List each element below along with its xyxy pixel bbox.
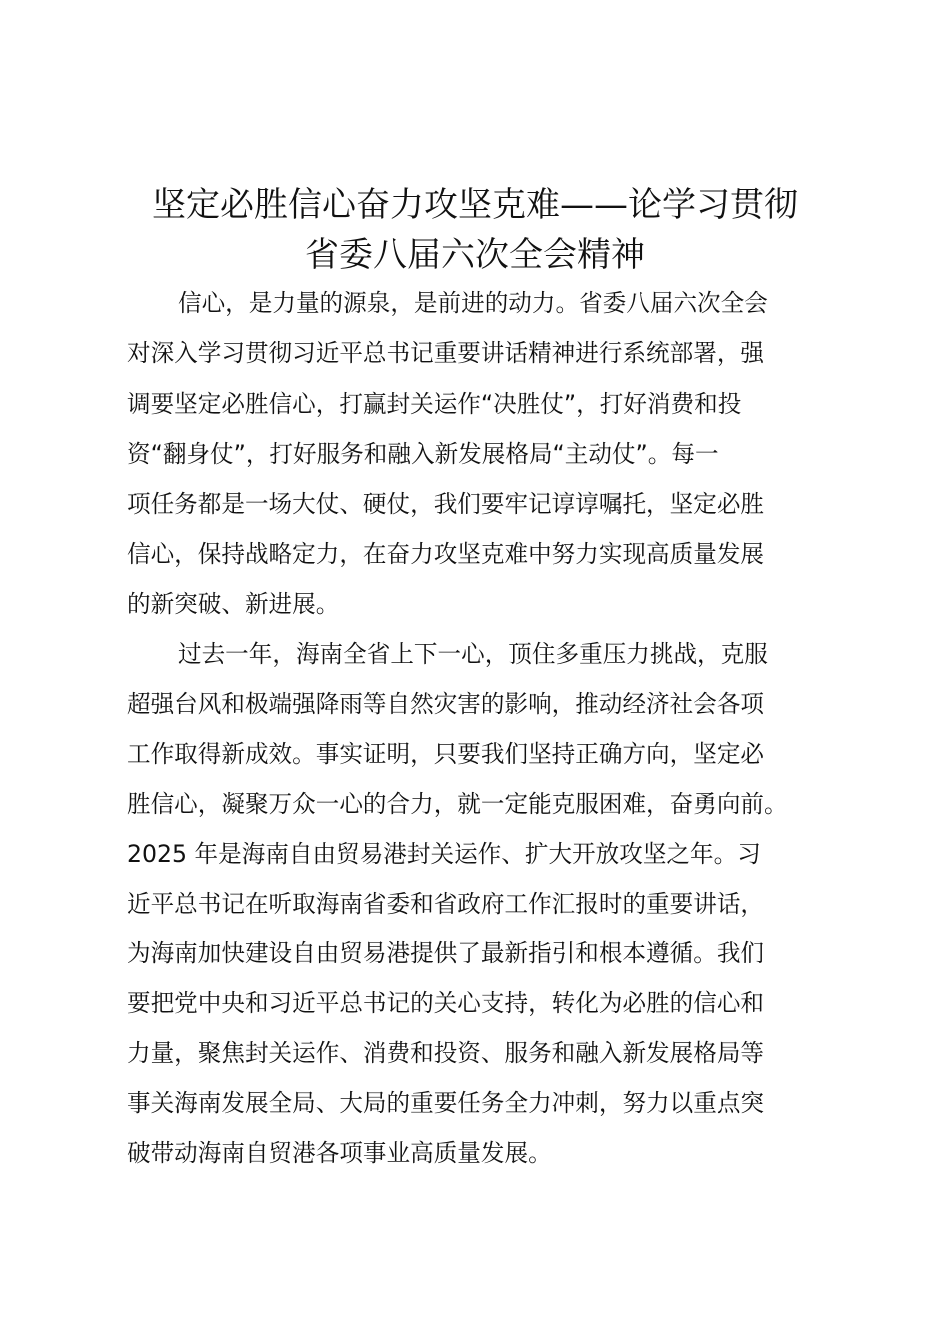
paragraph-2-line-10: 事关海南发展全局、大局的重要任务全力冲刺，努力以重点突 <box>127 1089 765 1117</box>
paragraph-1-line-3: 调要坚定必胜信心，打赢封关运作“决胜仗”，打好消费和投 <box>127 390 742 418</box>
paragraph-1-line-7: 的新突破、新进展。 <box>127 590 340 618</box>
paragraph-2-line-6: 近平总书记在听取海南省委和省政府工作汇报时的重要讲话， <box>127 890 765 918</box>
paragraph-2-line-8: 要把党中央和习近平总书记的关心支持，转化为必胜的信心和 <box>127 989 765 1017</box>
paragraph-2-line-5: 2025 年是海南自由贸易港封关运作、扩大开放攻坚之年。习 <box>127 840 761 868</box>
paragraph-1-line-2: 对深入学习贯彻习近平总书记重要讲话精神进行系统部署，强 <box>127 339 765 367</box>
paragraph-2-line-2: 超强台风和极端强降雨等自然灾害的影响，推动经济社会各项 <box>127 690 765 718</box>
paragraph-2-line-4: 胜信心，凝聚万众一心的合力，就一定能克服困难，奋勇向前。 <box>127 790 788 818</box>
paragraph-2-line-3: 工作取得新成效。事实证明，只要我们坚持正确方向，坚定必 <box>127 740 765 768</box>
document-title-line-2: 省委八届六次全会精神 <box>305 235 645 275</box>
paragraph-1-line-4: 资“翻身仗”，打好服务和融入新发展格局“主动仗”。每一 <box>127 440 719 468</box>
document-title-line-1: 坚定必胜信心奋力攻坚克难——论学习贯彻 <box>152 185 798 225</box>
paragraph-2-line-1: 过去一年，海南全省上下一心，顶住多重压力挑战，克服 <box>178 640 768 668</box>
paragraph-2-line-9: 力量，聚焦封关运作、消费和投资、服务和融入新发展格局等 <box>127 1039 765 1067</box>
paragraph-2-line-7: 为海南加快建设自由贸易港提供了最新指引和根本遵循。我们 <box>127 939 765 967</box>
paragraph-1-line-5: 项任务都是一场大仗、硬仗，我们要牢记谆谆嘱托，坚定必胜 <box>127 490 765 518</box>
paragraph-1-line-1: 信心，是力量的源泉，是前进的动力。省委八届六次全会 <box>178 289 768 317</box>
paragraph-2-line-11: 破带动海南自贸港各项事业高质量发展。 <box>127 1139 552 1167</box>
paragraph-1-line-6: 信心，保持战略定力，在奋力攻坚克难中努力实现高质量发展 <box>127 540 765 568</box>
